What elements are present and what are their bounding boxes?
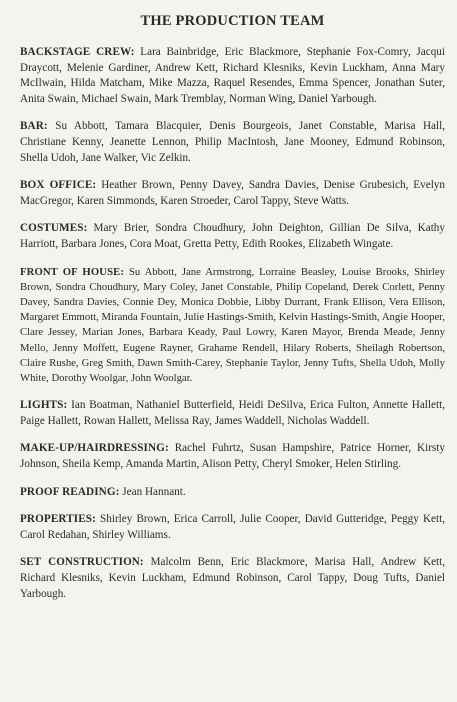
section-heading: LIGHTS: bbox=[20, 399, 68, 412]
section-bar bbox=[20, 119, 445, 166]
page-title: THE PRODUCTION TEAM bbox=[140, 13, 325, 29]
section-heading: COSTUMES: bbox=[20, 222, 88, 235]
section-names: Jean Hannant. bbox=[122, 485, 186, 498]
section-heading: SET CONSTRUCTION: bbox=[20, 556, 144, 569]
section-names: Ian Boatman, Nathaniel Butterfield, Heidi DeSilva, Erica Fulton, Annette Hallett, Paige Hallett, Rowan Hallett, Melissa Ray, James Waddell, Nicholas Waddell. bbox=[20, 399, 445, 427]
section-costumes bbox=[20, 221, 445, 252]
section-properties bbox=[20, 512, 445, 543]
section-heading: BACKSTAGE CREW: bbox=[20, 46, 135, 58]
section-names: Lara Bainbridge, Eric Blackmore, Stephanie Fox-Comry, Jacqui Draycott, Melenie Gardiner, Andrew Kett, Richard Klesniks, Kevin Luckham, Anna Mary McIlwain, Hilda Matcham, Mike Mazza, Raquel Resendes, Emma Spencer, Jonathan Suter, Anita Swain, Michael Swain, Mark Tremblay, Norman Wing, Daniel Yarbough. bbox=[20, 46, 445, 105]
section-box-office bbox=[20, 178, 445, 209]
section-heading: MAKE-UP/HAIRDRESSING: bbox=[20, 442, 169, 455]
section-names: Su Abbott, Tamara Blacquier, Denis Bourgeois, Janet Constable, Marisa Hall, Christiane Kenny, Jeanette Lennon, Philip MacIntosh, Jane Mooney, Edmund Robinson, Shella Udoh, Jane Walker, Vic Zelkin. bbox=[20, 120, 445, 164]
section-names: Heather Brown, Penny Davey, Sandra Davies, Denise Grubesich, Evelyn MacGregor, Karen Simmonds, Karen Stroeder, Carol Tappy, Steve Watts. bbox=[20, 179, 445, 207]
section-names: Rachel Fuhrtz, Susan Hampshire, Patrice Horner, Kirsty Johnson, Sheila Kemp, Amanda Martin, Alison Petty, Cheryl Smoker, Helen Stirling. bbox=[20, 442, 445, 470]
section-names: Su Abbott, Jane Armstrong, Lorraine Beasley, Louise Brooks, Shirley Brown, Sondra Choudhury, Mary Coley, Janet Constable, Philip Copeland, Derek Corlett, Penny Davey, Sandra Davies, Connie Dey, Monica Dobbie, Libby Durrant, Frank Ellison, Vera Ellison, Margaret Emmott, Miranda Fountain, Julie Hastings-Smith, Kelvin Hastings-Smith, Angie Hooper, Clare Jessey, Marian Jones, Barbara Keady, Paul Lowry, Karen Mayor, Brenda Meade, Jenny Mello, Jenny Moffett, Eugene Rayner, Grahame Rendell, Hilary Roberts, Sheilagh Robertson, Claire Rushe, Greg Smith, Dawn Smith-Carey, Stephanie Taylor, Jenny Tufts, Shella Udoh, Molly White, Dorothy Woolgar, John Woolgar. bbox=[20, 265, 445, 384]
section-heading: BOX OFFICE: bbox=[20, 179, 97, 192]
section-names: Shirley Brown, Erica Carroll, Julie Cooper, David Gutteridge, Peggy Kett, Carol Redahan, Shirley Williams. bbox=[20, 513, 446, 541]
section-proof-reading bbox=[20, 485, 445, 501]
section-lights bbox=[20, 398, 445, 429]
section-front-of-house bbox=[20, 265, 445, 387]
section-names: Malcolm Benn, Eric Blackmore, Marisa Hall, Andrew Kett, Richard Klesniks, Kevin Luckham, Edmund Robinson, Carol Tappy, Doug Tufts, Daniel Yarbough. bbox=[20, 556, 445, 600]
section-set-construction bbox=[20, 555, 445, 602]
section-makeup-hairdressing bbox=[20, 441, 445, 472]
section-heading: BAR: bbox=[20, 120, 48, 133]
section-names: Mary Brier, Sondra Choudhury, John Deighton, Gillian De Silva, Kathy Harriott, Barbara Jones, Cora Moat, Gretta Petty, Edith Rookes, Elizabeth Wingate. bbox=[20, 222, 445, 250]
section-backstage-crew bbox=[20, 45, 445, 107]
section-heading: PROOF READING: bbox=[20, 485, 120, 498]
section-heading: FRONT OF HOUSE: bbox=[20, 265, 125, 278]
section-heading: PROPERTIES: bbox=[20, 513, 96, 526]
